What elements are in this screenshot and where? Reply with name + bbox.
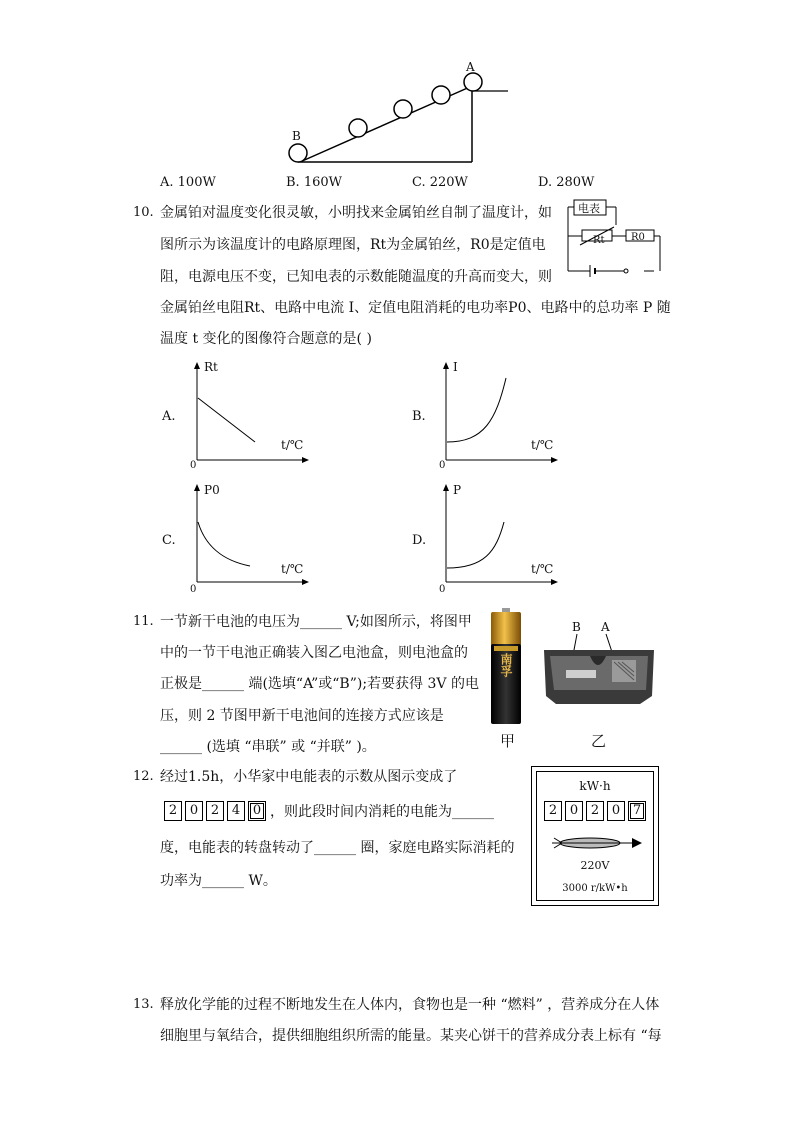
graph-b-origin: 0 (439, 460, 446, 471)
incline-label-a: A (466, 60, 475, 74)
graph-c-origin: 0 (190, 584, 197, 595)
q10-option-c: C. (162, 533, 176, 548)
graph-a-origin: 0 (190, 460, 197, 471)
meter-digits (544, 801, 649, 821)
graph-b-xlabel: t/℃ (531, 438, 554, 452)
new-digit-1: 2 (164, 801, 182, 821)
q11-line-1: 一节新干电池的电压为______ V;如图所示，将图甲 (160, 614, 472, 630)
q12-line-2: ，则此段时间内消耗的电能为______ (270, 804, 494, 820)
q12-line-3: 度，电能表的转盘转动了______ 圈，家庭电路实际消耗的 (160, 840, 515, 856)
q10-line-4: 金属铂丝电阻Rt、电路中电流 I、定值电阻消耗的电功率P0、电路中的总功率 P 随 (160, 300, 671, 316)
q12-line-1: 经过1.5h，小华家中电能表的示数从图示变成了 (160, 769, 458, 785)
battery-box-image (540, 630, 658, 712)
meter-digit-1: 2 (544, 801, 562, 821)
new-digit-3: 2 (206, 801, 224, 821)
battery-brand: 南孚 (499, 653, 513, 677)
meter-digit-3: 2 (586, 801, 604, 821)
electric-meter (531, 766, 659, 906)
q11-line-5: ______ (选填 “串联” 或 “并联” )。 (160, 739, 376, 755)
graph-b (434, 360, 564, 470)
q11-line-4: 压，则 2 节图甲新干电池间的连接方式应该是 (160, 708, 444, 724)
q10-line-5: 温度 t 变化的图像符合题意的是( ) (160, 331, 372, 347)
new-digit-2: 0 (185, 801, 203, 821)
incline-label-b: B (292, 129, 301, 143)
q12-number: 12. (133, 769, 154, 784)
new-digit-5: 0 (248, 801, 266, 821)
circuit-r0-label: R0 (631, 232, 645, 243)
q10-option-a: A. (162, 409, 176, 424)
q11-line-2: 中的一节干电池正确装入图乙电池盒，则电池盒的 (160, 645, 468, 661)
q13-line-1: 释放化学能的过程不断地发生在人体内，食物也是一种 “燃料” ，营养成分在人体 (160, 997, 660, 1013)
box-label-a: A (601, 620, 610, 634)
q10-option-d: D. (412, 533, 427, 548)
q10-number: 10. (133, 205, 154, 220)
graph-d-origin: 0 (439, 584, 446, 595)
q13-number: 13. (133, 997, 154, 1012)
graph-a (185, 360, 315, 470)
q11-line-3: 正极是______ 端(选填“A”或“B”);若要获得 3V 的电 (160, 676, 479, 692)
q9-option-b: B. 160W (286, 175, 342, 190)
meter-voltage: 220V (580, 859, 610, 872)
q10-option-b: B. (412, 409, 426, 424)
new-digit-4: 4 (227, 801, 245, 821)
graph-d-xlabel: t/℃ (531, 562, 554, 576)
q10-line-2: 图所示为该温度计的电路原理图，Rt为金属铂丝，R0是定值电 (160, 237, 546, 253)
graph-a-xlabel: t/℃ (281, 438, 304, 452)
q11-number: 11. (133, 614, 154, 629)
incline-figure (280, 58, 520, 170)
q10-line-3: 阻，电源电压不变，已知电表的示数能随温度的升高而变大，则 (160, 269, 552, 285)
graph-b-ylabel: I (453, 360, 458, 374)
q12-line-4: 功率为______ W。 (160, 873, 277, 889)
q9-option-c: C. 220W (412, 175, 468, 190)
q9-option-d: D. 280W (538, 175, 595, 190)
circuit-rt-label: Rt (593, 235, 605, 246)
meter-digit-2: 0 (565, 801, 583, 821)
meter-unit: kW·h (579, 779, 611, 793)
meter-digit-5: 7 (628, 801, 646, 821)
graph-c-xlabel: t/℃ (281, 562, 304, 576)
label-jia: 甲 (500, 732, 516, 750)
q10-line-1: 金属铂对温度变化很灵敏，小明找来金属铂丝自制了温度计，如 (160, 205, 552, 221)
graph-c-ylabel: P0 (204, 483, 220, 497)
label-yi: 乙 (591, 732, 607, 750)
meter-disc-arrow (550, 833, 644, 853)
graph-a-ylabel: Rt (204, 360, 218, 374)
circuit-meter-label: 电表 (578, 202, 600, 215)
q13-line-2: 细胞里与氧结合，提供细胞组织所需的能量。某夹心饼干的营养成分表上标有 “每 (160, 1028, 662, 1044)
q9-option-a: A. 100W (160, 175, 216, 190)
meter-rate: 3000 r/kW•h (562, 883, 628, 894)
meter-digit-4: 0 (607, 801, 625, 821)
graph-d-ylabel: P (453, 483, 462, 497)
new-reading-digits (164, 801, 269, 821)
box-label-b: B (572, 620, 581, 634)
